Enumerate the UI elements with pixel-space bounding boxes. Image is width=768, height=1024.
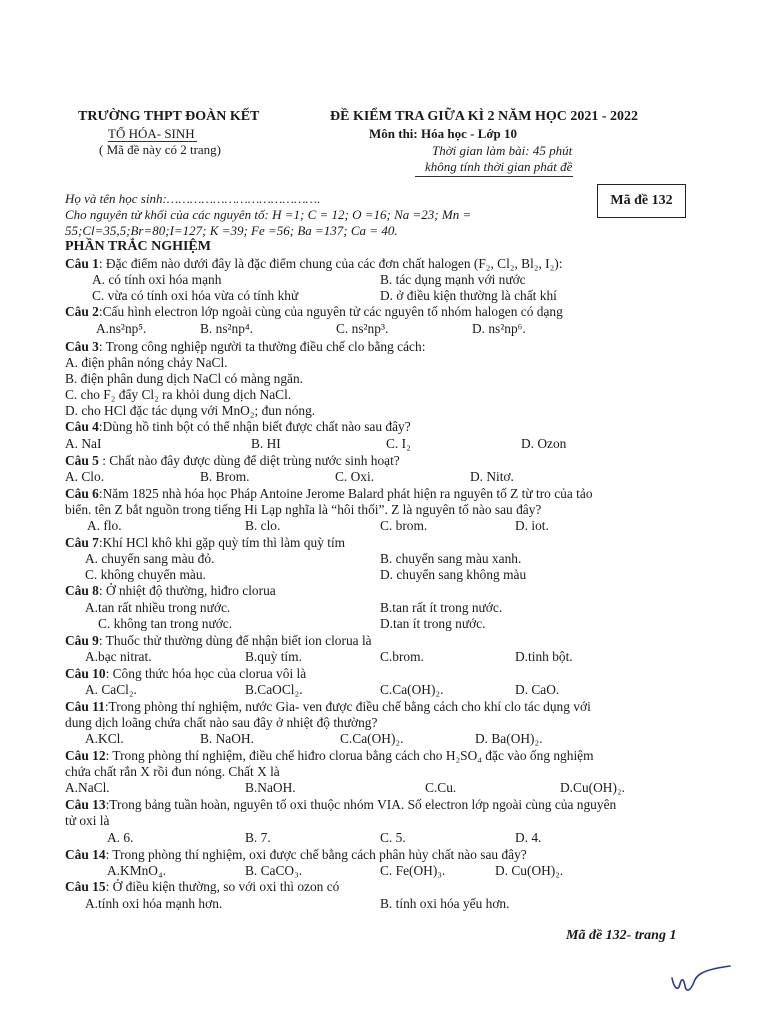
page-footer: Mã đề 132- trang 1	[566, 928, 677, 943]
q3-option-c: C. cho F₂ đẩy Cl₂ ra khỏi dung dịch NaCl.	[65, 387, 292, 402]
question-3	[65, 339, 425, 355]
q11-option-a: A.KCl.	[85, 731, 124, 746]
q2-option-c: C. ns²np³.	[336, 321, 389, 336]
question-text: : Đặc điểm nào dưới đây là đặc điểm chung của các đơn chất halogen (F₂, Cl₂, Bl₂, I₂):	[98, 256, 563, 271]
question-13-continued: tử oxi là	[65, 813, 110, 828]
q5-option-c: C. Oxi.	[335, 469, 375, 484]
q2-option-d: D. ns²np⁶.	[472, 321, 526, 336]
question-6	[65, 486, 593, 502]
question-text: : Ở điều kiện thường, so với oxi thì ozon có	[105, 879, 340, 894]
page-count-note: ( Mã đề này có 2 trang)	[99, 142, 222, 157]
question-text: : Ở nhiệt độ thường, hiđro clorua	[98, 583, 276, 598]
question-number: Câu 7	[65, 535, 99, 550]
q7-option-d: D. chuyển sang không màu	[380, 567, 527, 582]
question-4	[65, 419, 411, 435]
question-text: :Năm 1825 nhà hóa học Pháp Antoine Jerome Balard phát hiện ra nguyên tố Z từ tro của tảo	[98, 486, 593, 501]
q1-option-b: B. tác dụng mạnh với nước	[380, 272, 526, 287]
question-text: : Trong phòng thí nghiệm, oxi được chế bằng cách phân hủy chất nào sau đây?	[105, 847, 527, 862]
q7-option-b: B. chuyển sang màu xanh.	[380, 551, 522, 566]
q14-option-d: D. Cu(OH)₂.	[495, 863, 564, 878]
question-number: Câu 15	[65, 879, 106, 894]
q5-option-b: B. Brom.	[200, 469, 250, 484]
question-number: Câu 14	[65, 847, 106, 862]
question-15	[65, 879, 339, 895]
q6-option-d: D. iot.	[515, 518, 549, 533]
question-text: : Thuốc thử thường dùng để nhận biết ion clorua là	[98, 633, 372, 648]
question-text: : Công thức hóa học của clorua vôi là	[105, 666, 307, 681]
q8-option-b: B.tan rất ít trong nước.	[380, 600, 503, 615]
question-1	[65, 256, 562, 272]
q14-option-a: A.KMnO₄.	[107, 863, 166, 878]
q13-option-b: B. 7.	[245, 830, 271, 845]
q3-option-a: A. điện phân nóng chảy NaCl.	[65, 355, 228, 370]
question-number: Câu 13	[65, 797, 106, 812]
q12-option-c: C.Cu.	[425, 780, 457, 795]
q7-option-a: A. chuyển sang màu đỏ.	[85, 551, 215, 566]
exam-time: Thời gian làm bài: 45 phút	[432, 143, 573, 158]
question-text: :Trong phòng thí nghiệm, nước Gia- ven được điều chế bằng cách cho khí clo tác dụng với	[104, 699, 591, 714]
q12-option-d: D.Cu(OH)₂.	[560, 780, 625, 795]
student-name-field: Họ và tên học sinh:………………………………….	[65, 191, 321, 206]
exam-subject: Môn thi: Hóa học - Lớp 10	[369, 126, 518, 141]
question-text: : Trong công nghiệp người ta thường điều chế clo bằng cách:	[98, 339, 426, 354]
section-title: PHẦN TRẮC NGHIỆM	[65, 239, 211, 254]
question-text: :Cấu hình electron lớp ngoài cùng của nguyên tử các nguyên tố nhóm halogen có dạng	[98, 304, 563, 319]
exam-time-note: không tính thời gian phát đề	[425, 159, 573, 174]
question-13	[65, 797, 616, 813]
q1-option-d: D. ở điều kiện thường là chất khí	[380, 288, 557, 303]
q9-option-b: B.quỳ tím.	[245, 649, 302, 664]
question-12-continued: chứa chất rắn X rồi đun nóng. Chất X là	[65, 764, 280, 779]
question-6-continued: biển. tên Z bắt nguồn trong tiếng Hi Lạp nghĩa là “hôi thối”. Z là nguyên tố nào sau đây?	[65, 502, 542, 517]
q8-option-a: A.tan rất nhiều trong nước.	[85, 600, 231, 615]
q14-option-b: B. CaCO₃.	[245, 863, 303, 878]
question-11	[65, 699, 591, 715]
question-number: Câu 5	[65, 453, 99, 468]
q10-option-d: D. CaO.	[515, 682, 560, 697]
q7-option-c: C. không chuyển màu.	[85, 567, 206, 582]
q14-option-c: C. Fe(OH)₃.	[380, 863, 446, 878]
q11-option-c: C.Ca(OH)₂.	[340, 731, 404, 746]
question-11-continued: dung dịch loãng chứa chất nào sau đây ở nhiệt độ thường?	[65, 715, 378, 730]
question-10	[65, 666, 306, 682]
q4-option-b: B. HI	[251, 436, 281, 451]
question-8	[65, 583, 276, 599]
q6-option-b: B. clo.	[245, 518, 281, 533]
question-text: : Trong phòng thí nghiệm, điều chế hiđro clorua bằng cách cho H₂SO₄ đặc vào ống nghiệm	[105, 748, 594, 763]
q1-option-c: C. vừa có tính oxi hóa vừa có tính khử	[92, 288, 299, 303]
q6-option-c: C. brom.	[380, 518, 428, 533]
question-number: Câu 3	[65, 339, 99, 354]
school-name: TRƯỜNG THPT ĐOÀN KẾT	[78, 109, 260, 124]
question-12	[65, 748, 594, 764]
q10-option-b: B.CaOCl₂.	[245, 682, 303, 697]
question-7	[65, 535, 345, 551]
atomic-mass-line-2: 55;Cl=35,5;Br=80;I=127; K =39; Fe =56; Ba =137; Ca = 40.	[65, 223, 398, 238]
exam-title: ĐỀ KIỂM TRA GIỮA KÌ 2 NĂM HỌC 2021 - 2022	[330, 109, 639, 124]
q10-option-c: C.Ca(OH)₂.	[380, 682, 444, 697]
q15-option-a: A.tính oxi hóa mạnh hơn.	[85, 896, 223, 911]
q1-option-a: A. có tính oxi hóa mạnh	[92, 272, 222, 287]
handwritten-signature	[668, 962, 738, 1002]
q13-option-c: C. 5.	[380, 830, 406, 845]
q12-option-a: A.NaCl.	[65, 780, 110, 795]
question-number: Câu 4	[65, 419, 99, 434]
q9-option-a: A.bạc nitrat.	[85, 649, 152, 664]
q12-option-b: B.NaOH.	[245, 780, 296, 795]
question-2	[65, 304, 563, 320]
exam-code-box: Mã đề 132	[597, 184, 686, 218]
q13-option-d: D. 4.	[515, 830, 542, 845]
question-number: Câu 11	[65, 699, 105, 714]
q2-option-b: B. ns²np⁴.	[200, 321, 253, 336]
q4-option-d: D. Ozon	[521, 436, 567, 451]
question-number: Câu 12	[65, 748, 106, 763]
question-number: Câu 2	[65, 304, 99, 319]
question-9	[65, 633, 372, 649]
q6-option-a: A. flo.	[87, 518, 122, 533]
question-number: Câu 6	[65, 486, 99, 501]
q5-option-d: D. Nitơ.	[470, 469, 514, 484]
q11-option-b: B. NaOH.	[200, 731, 254, 746]
q9-option-c: C.brom.	[380, 649, 424, 664]
q9-option-d: D.tinh bột.	[515, 649, 573, 664]
q5-option-a: A. Clo.	[65, 469, 105, 484]
q10-option-a: A. CaCl₂.	[85, 682, 137, 697]
question-number: Câu 9	[65, 633, 99, 648]
q3-option-d: D. cho HCl đặc tác dụng với MnO₂; đun nóng.	[65, 403, 316, 418]
question-number: Câu 1	[65, 256, 99, 271]
question-5	[65, 453, 400, 469]
q3-option-b: B. điện phân dung dịch NaCl có màng ngăn.	[65, 371, 304, 386]
header-rule	[415, 176, 573, 177]
q2-option-a: A.ns²np⁵.	[96, 321, 147, 336]
atomic-mass-line-1: Cho nguyên tử khối của các nguyên tố: H =1; C = 12; O =16; Na =23; Mn =	[65, 207, 472, 222]
q15-option-b: B. tính oxi hóa yếu hơn.	[380, 896, 510, 911]
question-number: Câu 8	[65, 583, 99, 598]
question-14	[65, 847, 527, 863]
question-text: :Khí HCl khô khi gặp quỳ tím thì làm quỳ tím	[98, 535, 346, 550]
question-text: :Dùng hồ tinh bột có thể nhận biết được chất nào sau đây?	[98, 419, 411, 434]
question-text: :Trong bảng tuần hoàn, nguyên tố oxi thuộc nhóm VIA. Số electron lớp ngoài cùng của nguyên	[105, 797, 617, 812]
q8-option-d: D.tan ít trong nước.	[380, 616, 486, 631]
question-text: : Chất nào đây được dùng để diệt trùng nước sinh hoạt?	[98, 453, 400, 468]
q13-option-a: A. 6.	[107, 830, 134, 845]
q8-option-c: C. không tan trong nước.	[98, 616, 233, 631]
question-number: Câu 10	[65, 666, 106, 681]
department: TỔ HÓA- SINH	[108, 126, 195, 141]
q4-option-c: C. I₂	[386, 436, 411, 451]
q4-option-a: A. NaI	[65, 436, 102, 451]
q11-option-d: D. Ba(OH)₂.	[475, 731, 543, 746]
